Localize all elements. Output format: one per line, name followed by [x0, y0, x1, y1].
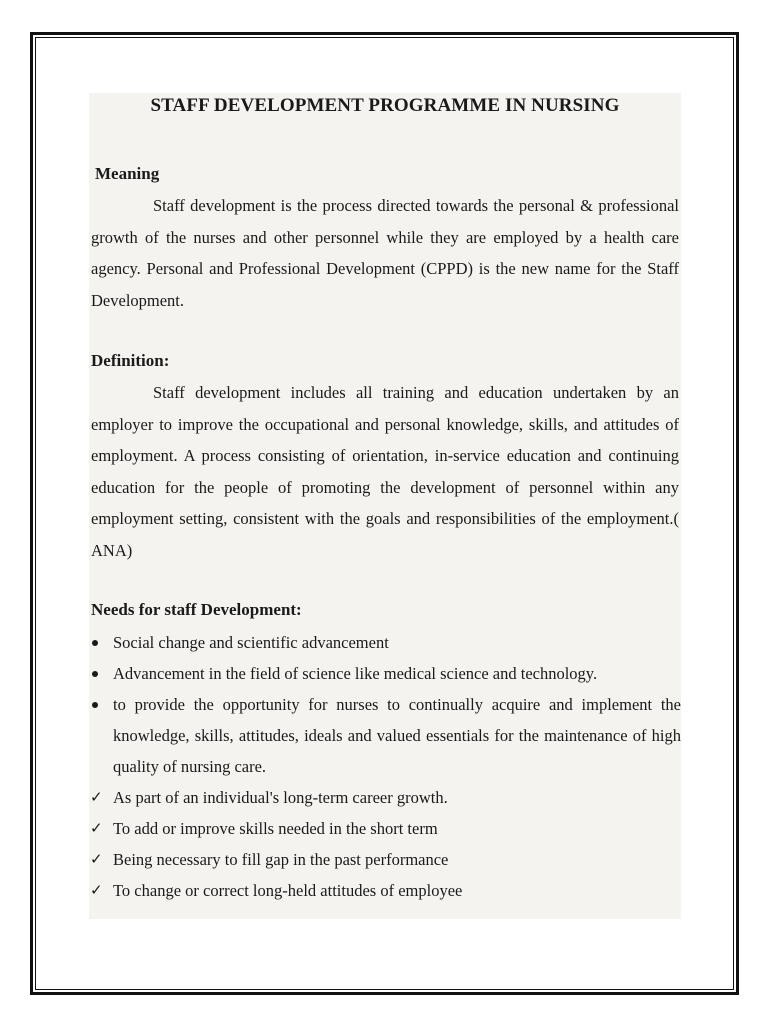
list-item-text: to provide the opportunity for nurses to continually acquire and implement the knowledge, skills, attitudes, ideals and valued essentials for the maintenance of high quality of nursing care.	[113, 695, 681, 776]
definition-heading: Definition:	[91, 351, 170, 370]
list-item	[89, 782, 681, 813]
document-title: STAFF DEVELOPMENT PROGRAMME IN NURSING	[150, 95, 620, 116]
document-body	[89, 93, 681, 919]
definition-paragraph: Staff development includes all training and education undertaken by an employer to improve the occupational and personal knowledge, skills, and attitudes of employment. A process consisting of orientation, in-service education and continuing education for the people of promoting the development of personnel within any employment setting, consistent with the goals and responsibilities of the employment.( ANA)	[91, 383, 679, 560]
list-item	[89, 627, 681, 658]
checkmark-icon: ✓	[90, 850, 103, 868]
list-item	[89, 689, 681, 782]
list-item-text: To add or improve skills needed in the short term	[113, 819, 438, 838]
list-item-text: Social change and scientific advancement	[113, 633, 389, 652]
meaning-heading: Meaning	[95, 164, 160, 183]
needs-heading: Needs for staff Development:	[91, 600, 302, 619]
checkmark-icon: ✓	[90, 819, 103, 837]
needs-list	[89, 627, 681, 906]
checkmark-icon: ✓	[90, 881, 103, 899]
meaning-paragraph: Staff development is the process directed towards the personal & professional growth of the nurses and other personnel while they are employed by a health care agency. Personal and Professional Development (CPPD) is the new name for the Staff Development.	[91, 196, 679, 310]
list-item-text: Being necessary to fill gap in the past performance	[113, 850, 449, 869]
list-item	[89, 875, 681, 906]
list-item-text: Advancement in the field of science like medical science and technology.	[113, 664, 598, 683]
checkmark-icon: ✓	[90, 788, 103, 806]
list-item-text: To change or correct long-held attitudes of employee	[113, 881, 463, 900]
list-item-text: As part of an individual's long-term career growth.	[113, 788, 448, 807]
list-item	[89, 844, 681, 875]
list-item	[89, 813, 681, 844]
list-item	[89, 658, 681, 689]
